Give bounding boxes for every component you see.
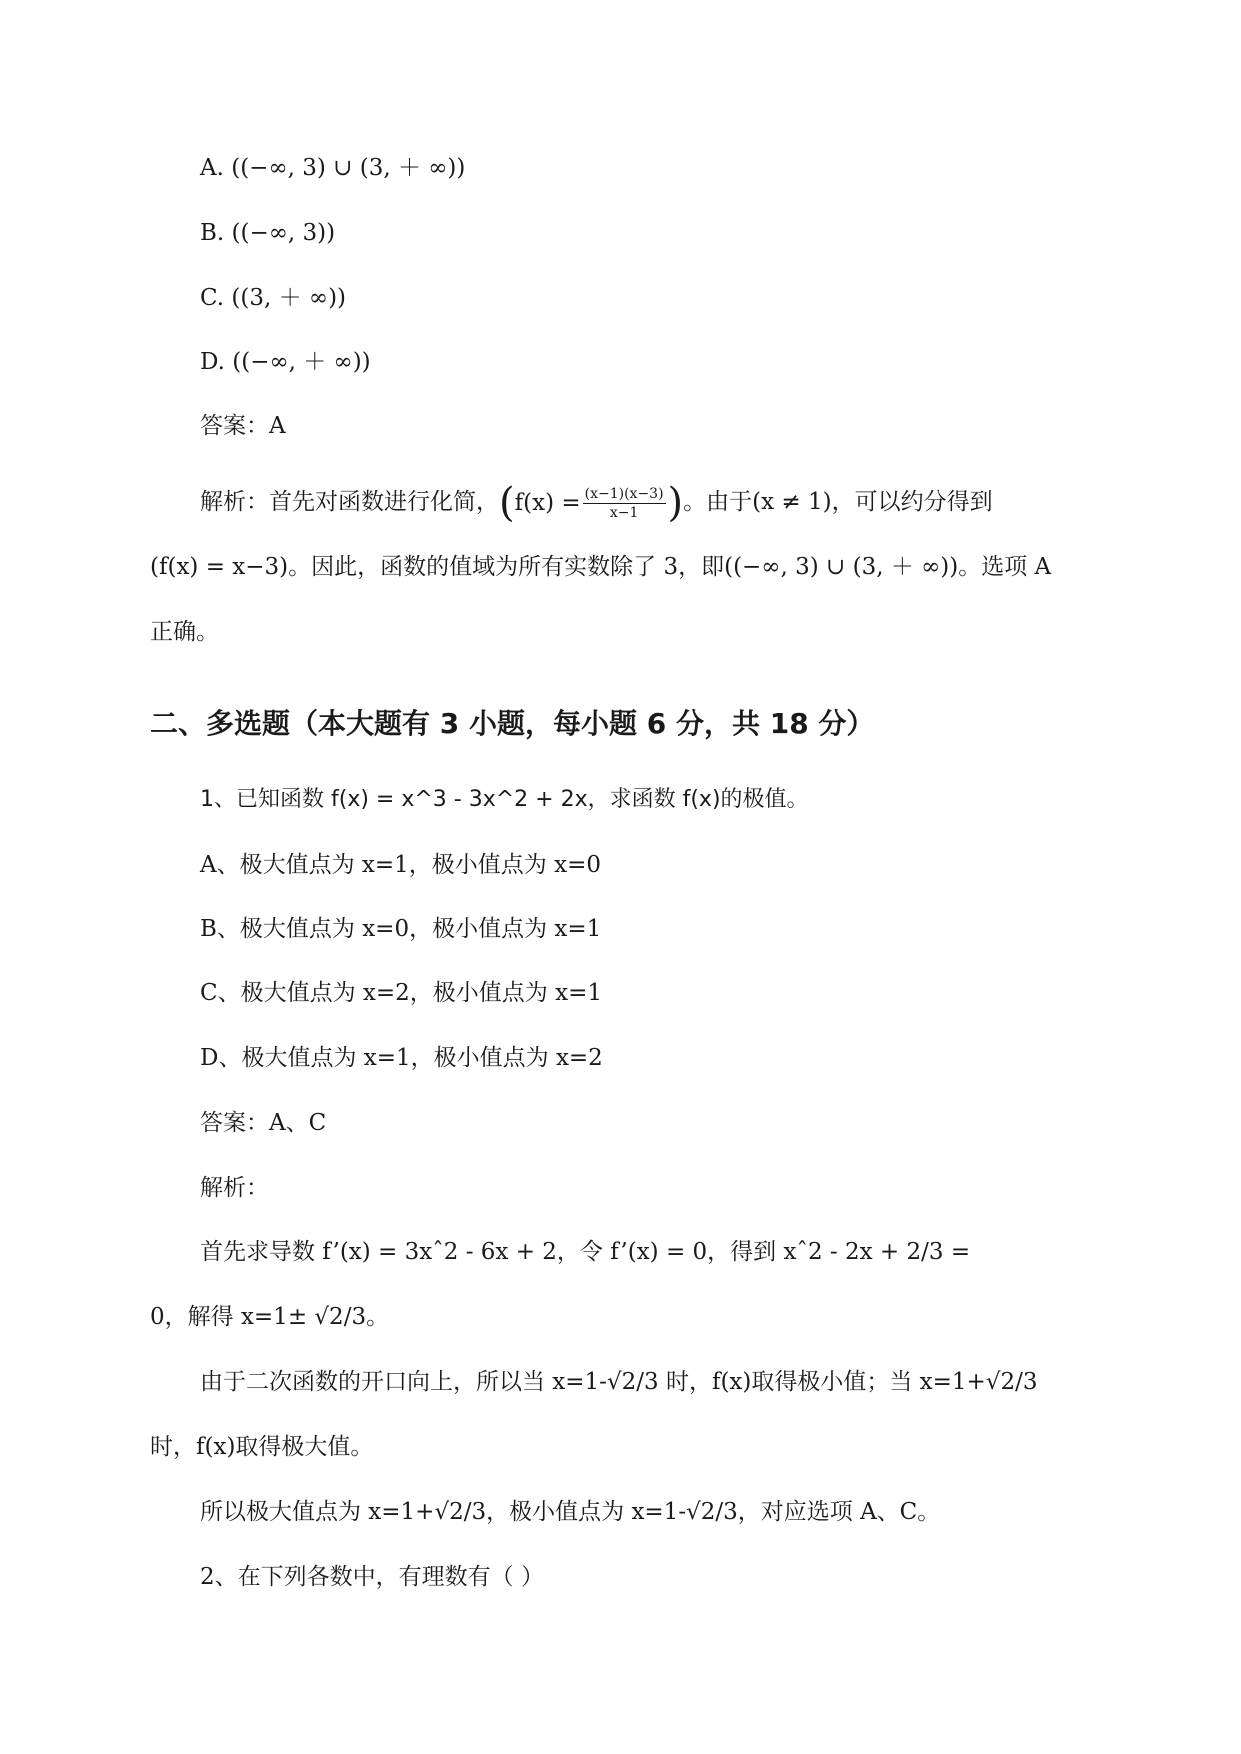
fraction-numerator: (x−1)(x−3) (584, 485, 664, 502)
left-paren: ( (499, 480, 515, 526)
q1-analysis-line4: 时，f(x)取得极大值。 (150, 1434, 374, 1460)
q1-option-b: B、极大值点为 x=0，极小值点为 x=1 (200, 916, 602, 942)
q1-analysis-label: 解析： (200, 1175, 269, 1201)
fraction (583, 486, 666, 521)
section-heading: 二、多选题（本大题有 3 小题，每小题 6 分，共 18 分） (150, 707, 875, 740)
option-c-prev: C. ((3, ＋ ∞)) (200, 285, 347, 311)
option-d-prev: D. ((−∞, ＋ ∞)) (200, 349, 371, 375)
q1-analysis-line3: 由于二次函数的开口向上，所以当 x=1-√2/3 时，f(x)取得极小值；当 x=1+√2/3 (200, 1369, 1038, 1395)
q1-stem: 1、已知函数 f(x) = x^3 - 3x^2 + 2x，求函数 f(x)的极值。 (200, 787, 809, 812)
q1-analysis-line1: 首先求导数 f’(x) = 3xˆ2 - 6x + 2，令 f’(x) = 0，得到 xˆ2 - 2x + 2/3 = (200, 1239, 971, 1265)
q1-answer: 答案：A、C (200, 1110, 327, 1136)
q1-analysis-line5: 所以极大值点为 x=1+√2/3，极小值点为 x=1-√2/3，对应选项 A、C。 (200, 1499, 941, 1525)
right-paren: ) (667, 480, 684, 526)
q1-analysis-line2: 0，解得 x=1± √2/3。 (150, 1304, 390, 1330)
q1-option-c: C、极大值点为 x=2，极小值点为 x=1 (200, 980, 602, 1006)
func-label: f(x) = (514, 490, 581, 516)
analysis-prev-line1 (200, 479, 993, 526)
fraction-expression (499, 480, 683, 526)
q1-option-d: D、极大值点为 x=1，极小值点为 x=2 (200, 1045, 603, 1071)
option-a-prev: A. ((−∞, 3) ∪ (3, ＋ ∞)) (200, 155, 466, 181)
analysis-suffix: 。由于(x ≠ 1)，可以约分得到 (683, 489, 993, 515)
analysis-prev-line3: 正确。 (150, 619, 219, 645)
q2-stem: 2、在下列各数中，有理数有（ ） (200, 1564, 544, 1590)
analysis-prev-line2: (f(x) = x−3)。因此，函数的值域为所有实数除了 3，即((−∞, 3) ∪ (3, ＋ ∞))。选项 A (150, 554, 1052, 580)
q1-option-a: A、极大值点为 x=1，极小值点为 x=0 (200, 852, 601, 878)
analysis-prefix: 解析：首先对函数进行化简， (200, 489, 499, 515)
fraction-denominator: x−1 (609, 504, 639, 521)
option-b-prev: B. ((−∞, 3)) (200, 220, 336, 246)
answer-prev: 答案：A (200, 413, 286, 439)
